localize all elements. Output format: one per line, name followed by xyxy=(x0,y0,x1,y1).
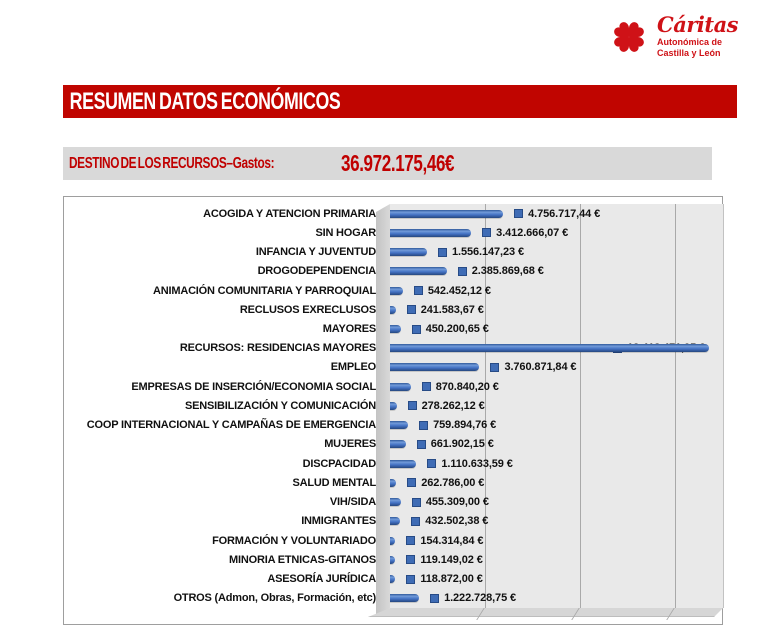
value-label xyxy=(412,493,489,512)
category-label: OTROS (Admon, Obras, Formación, etc) xyxy=(173,592,376,605)
logo-text xyxy=(657,14,738,60)
legend-key-icon xyxy=(411,517,420,526)
legend-key-icon xyxy=(490,363,499,372)
category-label: COOP INTERNACIONAL Y CAMPAÑAS DE EMERGENCIA xyxy=(86,419,376,432)
bar-zone xyxy=(390,512,723,531)
value-label xyxy=(422,377,499,396)
bar xyxy=(390,517,400,525)
summary-bar xyxy=(63,147,712,180)
legend-key-icon xyxy=(458,267,467,276)
value-text: 1.110.633,59 € xyxy=(441,457,513,470)
value-label xyxy=(406,569,482,588)
value-text: 1.222.728,75 € xyxy=(444,592,517,605)
category-label: SALUD MENTAL xyxy=(292,476,376,489)
bar xyxy=(390,556,395,564)
section-header-bar xyxy=(63,85,737,118)
chart-row xyxy=(70,473,723,492)
page-title: RESUMEN DATOS ECONÓMICOS xyxy=(69,88,341,115)
category-label: EMPRESAS DE INSERCIÓN/ECONOMIA SOCIAL xyxy=(131,380,376,393)
value-label xyxy=(427,454,512,473)
category-label: FORMACIÓN Y VOLUNTARIADO xyxy=(212,534,376,547)
bar xyxy=(390,498,401,506)
value-label xyxy=(414,281,491,300)
value-text: 870.840,20 € xyxy=(435,380,499,393)
chart-row xyxy=(70,281,723,300)
expenses-bar-chart xyxy=(63,196,723,625)
value-text: 1.556.147,23 € xyxy=(452,246,525,259)
category-label: INFANCIA Y JUVENTUD xyxy=(255,246,376,259)
legend-key-icon xyxy=(406,555,415,564)
value-label xyxy=(406,550,482,569)
caritas-logo xyxy=(606,14,738,60)
category-label: MINORIA ETNICAS-GITANOS xyxy=(229,553,376,566)
four-hearts-cross-icon xyxy=(606,14,652,60)
bar-zone xyxy=(390,493,723,512)
bar-zone xyxy=(390,300,723,319)
bar xyxy=(390,575,395,583)
bar-zone xyxy=(390,396,723,415)
bar xyxy=(390,248,427,256)
chart-row xyxy=(70,358,723,377)
bar-zone xyxy=(390,204,723,223)
chart-row xyxy=(70,569,723,588)
chart-row xyxy=(70,339,723,358)
legend-key-icon xyxy=(406,575,415,584)
chart-row xyxy=(70,550,723,569)
legend-key-icon xyxy=(408,401,417,410)
summary-total-value: 36.972.175,46€ xyxy=(341,150,455,176)
legend-key-icon xyxy=(407,478,416,487)
value-label xyxy=(412,319,489,338)
category-label: DISCPACIDAD xyxy=(302,457,376,470)
value-text: 241.583,67 € xyxy=(420,303,484,316)
value-text: 759.894,76 € xyxy=(433,419,497,432)
chart-row xyxy=(70,589,723,608)
category-label: ASESORÍA JURÍDICA xyxy=(267,573,376,586)
legend-key-icon xyxy=(438,248,447,257)
bar xyxy=(390,287,403,295)
value-label xyxy=(430,589,516,608)
value-text: 119.149,02 € xyxy=(420,553,483,566)
value-label xyxy=(482,223,568,242)
category-label: ACOGIDA Y ATENCION PRIMARIA xyxy=(203,207,376,220)
value-label xyxy=(419,416,496,435)
chart-row xyxy=(70,377,723,396)
legend-key-icon xyxy=(419,421,428,430)
value-text: 661.902,15 € xyxy=(430,438,494,451)
bar xyxy=(390,344,709,352)
bar-zone xyxy=(390,473,723,492)
summary-label: DESTINO DE LOS RECURSOS–Gastos: xyxy=(69,155,275,172)
category-label: MUJERES xyxy=(324,438,376,451)
value-text: 278.262,12 € xyxy=(421,399,485,412)
chart-row xyxy=(70,319,723,338)
chart-row xyxy=(70,416,723,435)
bar xyxy=(390,267,447,275)
bar xyxy=(390,363,479,371)
chart-row xyxy=(70,531,723,550)
value-text: 154.314,84 € xyxy=(420,534,484,547)
bar xyxy=(390,537,395,545)
logo-subtitle: Autonómica de Castilla y León xyxy=(657,37,723,59)
value-text: 450.200,65 € xyxy=(425,323,489,336)
value-label xyxy=(407,300,484,319)
value-label xyxy=(407,473,484,492)
value-label xyxy=(490,358,576,377)
legend-key-icon xyxy=(430,594,439,603)
category-label: VIH/SIDA xyxy=(329,496,376,509)
legend-key-icon xyxy=(412,325,421,334)
value-text: 262.786,00 € xyxy=(421,476,485,489)
bar xyxy=(390,479,396,487)
category-label: EMPLEO xyxy=(330,361,376,374)
chart-row xyxy=(70,262,723,281)
bar xyxy=(390,306,396,314)
chart-row xyxy=(70,435,723,454)
value-text: 3.412.666,07 € xyxy=(496,226,569,239)
bar xyxy=(390,229,471,237)
bar-zone xyxy=(390,281,723,300)
legend-key-icon xyxy=(514,209,523,218)
value-text: 2.385.869,68 € xyxy=(471,265,544,278)
legend-key-icon xyxy=(482,228,491,237)
chart-row xyxy=(70,223,723,242)
chart-row xyxy=(70,512,723,531)
chart-row xyxy=(70,396,723,415)
category-label: SENSIBILIZACIÓN Y COMUNICACIÓN xyxy=(185,399,376,412)
legend-key-icon xyxy=(414,286,423,295)
category-label: RECURSOS: RESIDENCIAS MAYORES xyxy=(179,342,376,355)
bar xyxy=(390,421,408,429)
bar xyxy=(390,440,406,448)
value-text: 455.309,00 € xyxy=(425,496,489,509)
chart-row xyxy=(70,242,723,261)
logo-brand: Cáritas xyxy=(657,12,738,37)
value-text: 542.452,12 € xyxy=(427,284,491,297)
value-text: 4.756.717,44 € xyxy=(528,207,601,220)
value-text: 118.872,00 € xyxy=(420,573,483,586)
bar xyxy=(390,325,401,333)
category-label: INMIGRANTES xyxy=(301,515,376,528)
bar-zone xyxy=(390,339,723,358)
legend-key-icon xyxy=(427,459,436,468)
bar-zone xyxy=(390,416,723,435)
bar xyxy=(390,460,416,468)
bar-zone xyxy=(390,531,723,550)
value-label xyxy=(458,262,544,281)
bar xyxy=(390,210,503,218)
chart-rows xyxy=(70,204,723,608)
legend-key-icon xyxy=(406,536,415,545)
chart-row xyxy=(70,204,723,223)
bar-zone xyxy=(390,454,723,473)
value-text: 3.760.871,84 € xyxy=(504,361,577,374)
bar-zone xyxy=(390,242,723,261)
bar-zone xyxy=(390,262,723,281)
value-label xyxy=(417,435,494,454)
value-label xyxy=(514,204,600,223)
bar-zone xyxy=(390,550,723,569)
bar xyxy=(390,383,411,391)
value-label xyxy=(411,512,488,531)
bar-zone xyxy=(390,319,723,338)
value-label xyxy=(438,242,524,261)
chart-row xyxy=(70,454,723,473)
category-label: SIN HOGAR xyxy=(315,226,376,239)
bar-zone xyxy=(390,377,723,396)
bar-zone xyxy=(390,569,723,588)
bar-zone xyxy=(390,223,723,242)
legend-key-icon xyxy=(422,382,431,391)
category-label: ANIMACIÓN COMUNITARIA Y PARROQUIAL xyxy=(153,284,376,297)
chart-row xyxy=(70,493,723,512)
bar-zone xyxy=(390,358,723,377)
chart-row xyxy=(70,300,723,319)
value-label xyxy=(406,531,483,550)
bar-zone xyxy=(390,589,723,608)
bar-zone xyxy=(390,435,723,454)
legend-key-icon xyxy=(412,498,421,507)
legend-key-icon xyxy=(417,440,426,449)
category-label: RECLUSOS EXRECLUSOS xyxy=(239,303,376,316)
legend-key-icon xyxy=(407,305,416,314)
value-label xyxy=(408,396,485,415)
bar xyxy=(390,594,419,602)
category-label: MAYORES xyxy=(322,323,376,336)
value-text: 432.502,38 € xyxy=(425,515,489,528)
bar xyxy=(390,402,397,410)
category-label: DROGODEPENDENCIA xyxy=(257,265,376,278)
